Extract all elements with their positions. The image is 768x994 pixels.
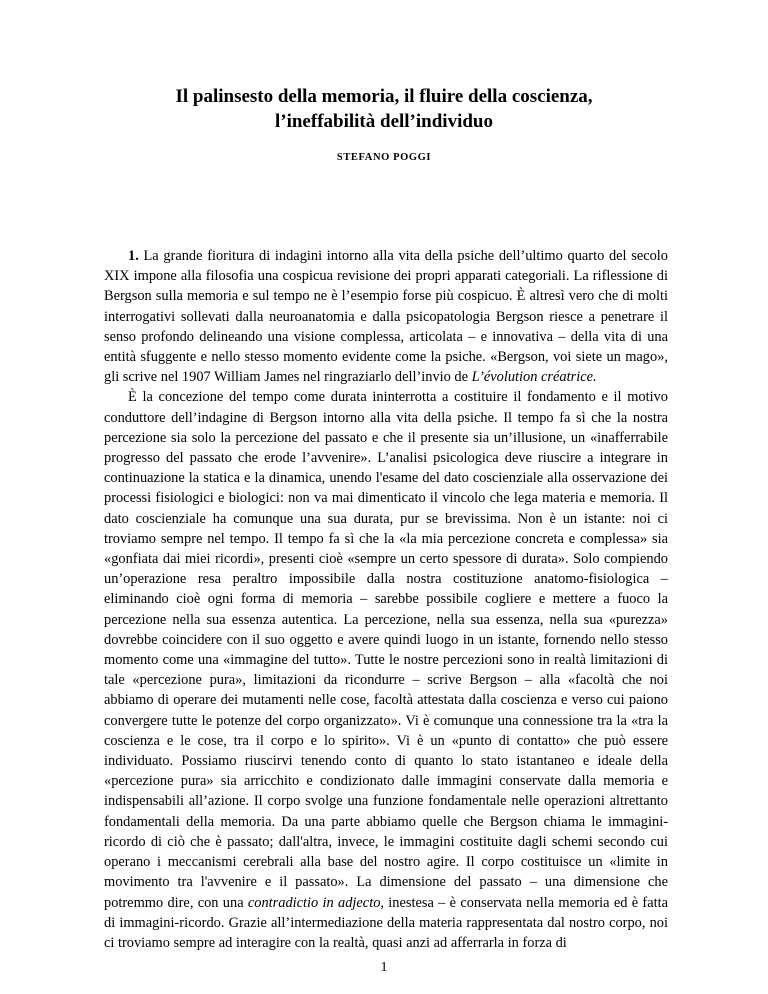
- author-name: STEFANO POGGI: [336, 152, 432, 163]
- latin-phrase: contradictio in adjecto: [247, 894, 381, 911]
- title-line-1: Il palinsesto della memoria, il fluire della coscienza,: [175, 86, 593, 107]
- paragraph-1: [104, 246, 668, 387]
- book-title: L’évolution créatrice.: [471, 369, 597, 386]
- body-text: [104, 246, 668, 953]
- paragraph-2-text-a: È la concezione del tempo come durata ininterrotta a costituire il fondamento e il motivo conduttore dell’indagine di Bergson intorno alla vita della psiche. Il tempo fa sì che la nostra percezione sia solo la percezione del passato e che il presente sia un’illusione, un «inafferrabile progresso del passato che erode l’avvenire». L’analisi psicologica deve riuscire a integrare in continuazione la statica e la dinamica, unendo l'esame del dato coscienziale alla osservazione dei processi fisiologici e biologici: non va mai dimenticato il vincolo che lega materia e memoria. Il dato coscienziale ha comunque una sua durata, pur se brevissima. Non è un istante: noi ci troviamo sempre nel tempo. Il tempo fa sì che la «la mia percezione concreta e complessa» sia «gonfiata dai miei ricordi», presenti cioè «sempre un certo spessore di durata». Solo compiendo un’operazione resa peraltro impossibile dalla nostra costituzione anatomo-fisiologica – eliminando cioè ogni forma di memoria – sarebbe possibile cogliere e mettere a fuoco la percezione nella sua essenza autentica. La percezione, nella sua essenza, nella sua «purezza» dovrebbe coincidere con il suo oggetto e avere quindi luogo in un istante, fornendo nello stesso momento come una «immagine del tutto». Tutte le nostre percezioni sono in realtà limitazioni di tale «percezione pura», limitazioni da ricondurre – scrive Bergson – alla «facoltà che noi abbiamo di operare dei mutamenti nelle cose, facoltà attestata dalla coscienza e verso cui paiono convergere tutte le potenze del corpo organizzato». Vi è comunque una connessione tra la «tra la coscienza e le cose, tra il corpo e lo spirito». Vi è un «punto di contatto» che può essere individuato. Possiamo riuscirvi tenendo conto di quanto lo stato istantaneo e ideale della «percezione pura» sia arricchito e condizionato dalle immagini conservate dalla memoria e indispensabili all’azione. Il corpo svolge una funzione fondamentale nelle operazioni altrettanto fondamentali della memoria. Da una parte abbiamo quelle che Bergson chiama le immagini-ricordo di ciò che è passato; dall'altra, invece, le immagini costituite dagli schemi secondo cui operano i meccanismi cerebrali alla base del nostro agire. Il corpo costituisce un «limite in movimento tra l'avvenire e il passato». La dimensione del passato – una dimensione che potremmo dire, con una: [104, 389, 668, 911]
- page-number: 1: [380, 960, 388, 975]
- paragraph-2: [104, 387, 668, 953]
- paragraph-2-text-b: , inestesa – è conservata nella memoria ed è fatta di immagini-ricordo. Grazie all’intermediazione della materia rappresentata dal nostro corpo, noi ci troviamo sempre ad interagire con la realtà, quasi anzi ad afferrarla in forza di: [104, 894, 668, 951]
- title-line-2: l’ineffabilità dell’individuo: [274, 111, 493, 132]
- document-title: [0, 84, 768, 134]
- section-number: 1.: [128, 248, 139, 264]
- paragraph-1-text: La grande fioritura di indagini intorno alla vita della psiche dell’ultimo quarto del secolo XIX impone alla filosofia una cospicua revisione dei propri apparati categoriali. La riflessione di Bergson sulla memoria e sul tempo ne è l’esempio forse più cospicuo. È altresì vero che di molti interrogativi sollevati dalla neuroanatomia e dalla psicopatologia Bergson riesce a penetrare il senso profondo delineando una visione complessa, articolata – e innovativa – della vita di una entità sfuggente e nello stesso momento evidente come la psiche. «Bergson, voi siete un mago», gli scrive nel 1907 William James nel ringraziarlo dell’invio de: [104, 248, 668, 386]
